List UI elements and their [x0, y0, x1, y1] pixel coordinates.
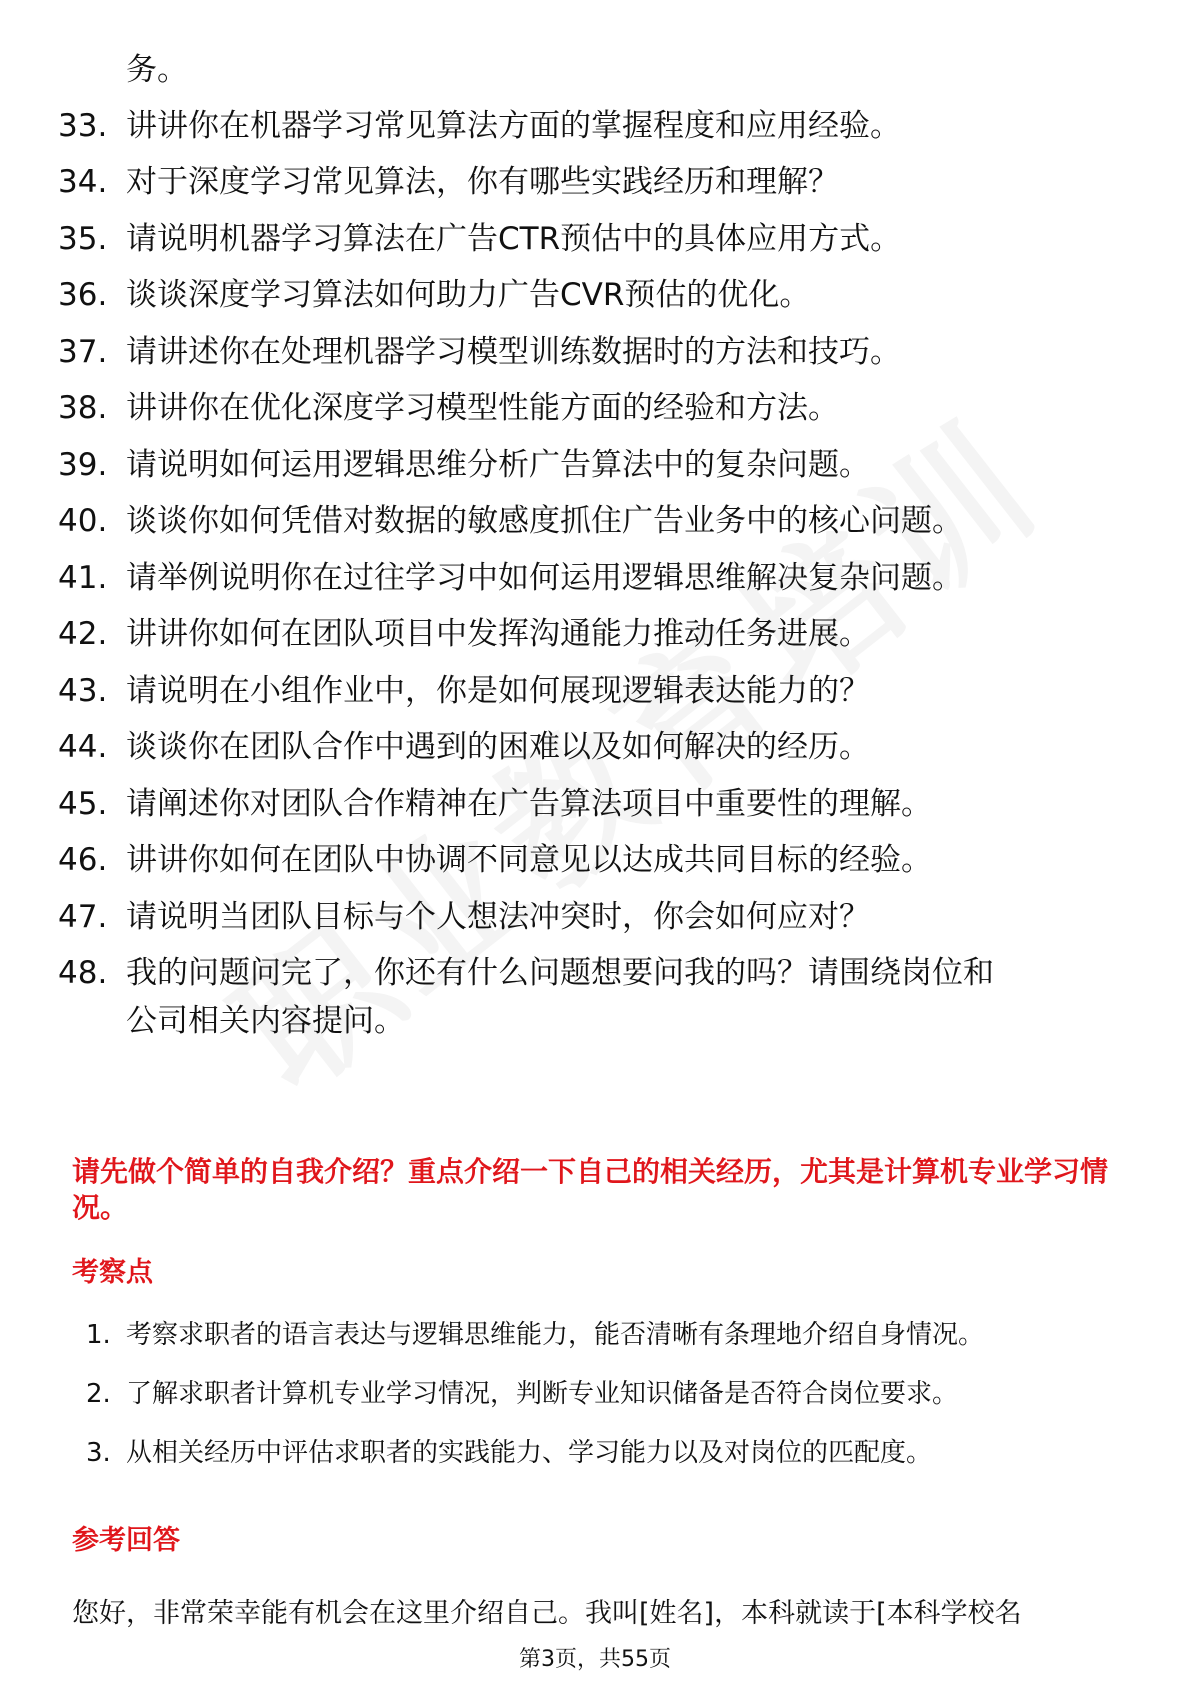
- question-text: 请说明当团队目标与个人想法冲突时，你会如何应对？: [126, 899, 870, 935]
- page-footer: 第3页，共55页: [519, 1647, 671, 1672]
- question-number: 38.: [58, 390, 108, 426]
- question-item: [58, 947, 1138, 999]
- question-item: [58, 552, 1138, 604]
- question-item: [58, 100, 1138, 152]
- question-text: 对于深度学习常见算法，你有哪些实践经历和理解？: [126, 164, 839, 200]
- question-number: 44.: [58, 729, 108, 765]
- focus-point: [86, 1435, 1146, 1471]
- question-number: 45.: [58, 786, 108, 822]
- question-text: 讲讲你如何在团队中协调不同意见以达成共同目标的经验。: [126, 842, 932, 878]
- focus-point-text: 了解求职者计算机专业学习情况，判断专业知识储备是否符合岗位要求。: [126, 1379, 959, 1409]
- focus-heading: 考察点: [72, 1257, 153, 1288]
- answer-heading: 参考回答: [72, 1525, 180, 1556]
- question-item: [58, 608, 1138, 660]
- featured-question-title: 请先做个简单的自我介绍？重点介绍一下自己的相关经历，尤其是计算机专业学习情况。: [72, 1155, 1109, 1224]
- question-text: 讲讲你如何在团队项目中发挥沟通能力推动任务进展。: [126, 616, 870, 652]
- question-item: [58, 326, 1138, 378]
- question-number: 36.: [58, 277, 108, 313]
- question-text: 请举例说明你在过往学习中如何运用逻辑思维解决复杂问题。: [126, 560, 963, 596]
- focus-point: [86, 1317, 1146, 1353]
- question-text: 讲讲你在机器学习常见算法方面的掌握程度和应用经验。: [126, 108, 901, 144]
- focus-point-text: 从相关经历中评估求职者的实践能力、学习能力以及对岗位的匹配度。: [126, 1438, 933, 1468]
- question-number: 41.: [58, 560, 108, 596]
- question-number: 35.: [58, 221, 108, 257]
- question-item: [58, 382, 1138, 434]
- question-number: 48.: [58, 955, 108, 991]
- continuation-text: 务。: [126, 52, 188, 88]
- question-item: [58, 495, 1138, 547]
- question-number: 37.: [58, 334, 108, 370]
- answer-text: 您好，非常荣幸能有机会在这里介绍自己。我叫[姓名]，本科就读于[本科学校名: [72, 1598, 1022, 1629]
- focus-point-number: 2.: [86, 1379, 111, 1409]
- question-number: 34.: [58, 164, 108, 200]
- question-number: 33.: [58, 108, 108, 144]
- question-item: [58, 891, 1138, 943]
- question-text: 请说明机器学习算法在广告CTR预估中的具体应用方式。: [126, 221, 902, 257]
- question-text: 讲讲你在优化深度学习模型性能方面的经验和方法。: [126, 390, 839, 426]
- focus-point: [86, 1376, 1146, 1412]
- question-item: [58, 156, 1138, 208]
- question-number: 46.: [58, 842, 108, 878]
- question-text: 谈谈你在团队合作中遇到的困难以及如何解决的经历。: [126, 729, 870, 765]
- question-item: [58, 721, 1138, 773]
- question-item: [58, 269, 1138, 321]
- question-text: 请说明如何运用逻辑思维分析广告算法中的复杂问题。: [126, 447, 870, 483]
- question-text: 我的问题问完了，你还有什么问题想要问我的吗？请围绕岗位和: [126, 955, 994, 991]
- question-text: 请阐述你对团队合作精神在广告算法项目中重要性的理解。: [126, 786, 932, 822]
- question-item-continuation: [126, 995, 1190, 1047]
- question-text: 公司相关内容提问。: [126, 1003, 405, 1039]
- question-item: [58, 665, 1138, 717]
- question-number: 39.: [58, 447, 108, 483]
- question-item: [58, 439, 1138, 491]
- focus-point-number: 3.: [86, 1438, 111, 1468]
- question-text: 请讲述你在处理机器学习模型训练数据时的方法和技巧。: [126, 334, 901, 370]
- question-item: [58, 778, 1138, 830]
- question-number: 40.: [58, 503, 108, 539]
- question-number: 43.: [58, 673, 108, 709]
- question-text: 谈谈深度学习算法如何助力广告CVR预估的优化。: [126, 277, 811, 313]
- focus-point-text: 考察求职者的语言表达与逻辑思维能力，能否清晰有条理地介绍自身情况。: [126, 1320, 985, 1350]
- question-number: 42.: [58, 616, 108, 652]
- question-item: [58, 213, 1138, 265]
- question-item: [58, 834, 1138, 886]
- question-text: 谈谈你如何凭借对数据的敏感度抓住广告业务中的核心问题。: [126, 503, 963, 539]
- question-number: 47.: [58, 899, 108, 935]
- question-text: 请说明在小组作业中，你是如何展现逻辑表达能力的？: [126, 673, 870, 709]
- focus-point-number: 1.: [86, 1320, 111, 1350]
